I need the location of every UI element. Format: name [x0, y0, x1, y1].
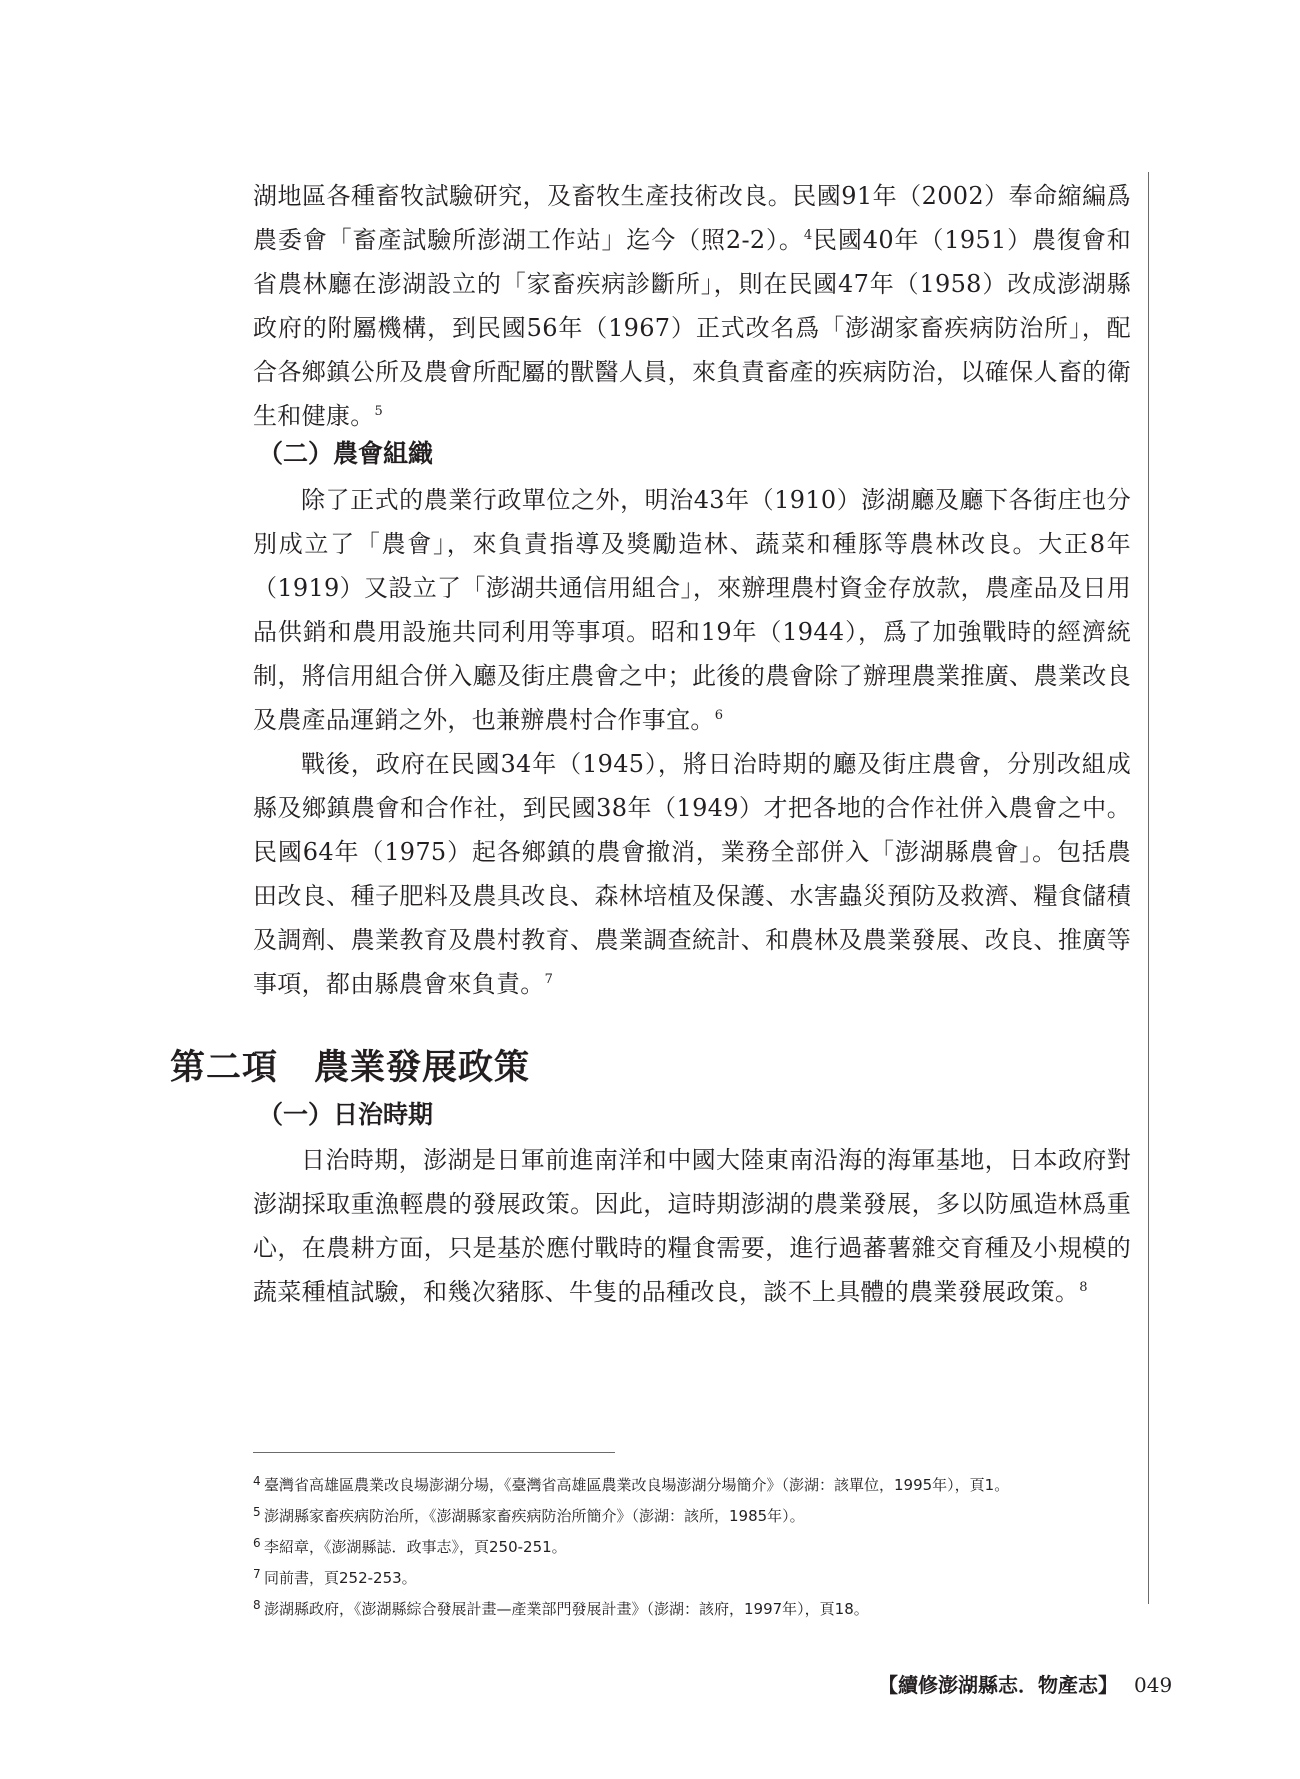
page-number: 049	[1134, 1673, 1173, 1697]
text-line: 改成澎湖縣政府的附屬機構，到民國56年（1967）正式改名爲「澎湖家畜疾	[253, 270, 1132, 342]
text-line: 民國40年（1951）農	[812, 226, 1057, 254]
opening-paragraph	[253, 174, 1131, 438]
running-footer	[878, 1670, 1172, 1700]
footnote-text: 李紹章，《澎湖縣誌．政事志》，頁250-251。	[264, 1538, 567, 1556]
section-heading	[170, 1045, 530, 1091]
paragraph-continued	[253, 174, 1131, 438]
section-number: 第二項	[170, 1047, 279, 1088]
paragraph-text: 除了正式的農業行政單位之外，明治43年（1910）澎湖廳及廳下各街庄也分別成立了「農會」，來負責指導及獎勵造林、蔬菜和種豚等農林改良。大正8年（1919）又設立了「澎湖共通信用組合」，來辦理農村資金存放款，農產品及日用品供銷和農用設施共同利用等事項。昭和19年（1944），爲了加強戰時的經濟統制，將信用組合併入廳及街庄農會之中；此後的農會除了辦理農業推廣、農業改良及農產品運銷之外，也兼辦農村合作事宜。	[253, 486, 1131, 734]
footnote-ref-5: 5	[374, 404, 384, 419]
text-line: 病防治所」，配合各鄉鎮公所及農會所配屬的獸醫人員，來負責畜產的疾病防	[253, 314, 1131, 386]
footnote-text: 澎湖縣政府，《澎湖縣綜合發展計畫—產業部門發展計畫》（澎湖：該府，1997年），頁18。	[264, 1600, 869, 1618]
footnote-divider	[253, 1452, 615, 1453]
text-line: 治，以確保人畜的衛生和健康。	[253, 358, 1131, 430]
footnote-item	[253, 1468, 1133, 1499]
footnote-item	[253, 1499, 1133, 1530]
footnote-ref-6: 6	[714, 708, 724, 723]
footnote-text: 同前書，頁252-253。	[264, 1569, 417, 1587]
footnote-item	[253, 1592, 1133, 1623]
section-title: 農業發展政策	[314, 1047, 531, 1088]
farmers-association-body	[253, 478, 1131, 1006]
text-line: 湖地區各種畜牧試驗研究，及畜牧生產技術改良。民國91年（2002）奉命縮	[253, 182, 1083, 210]
footnotes	[253, 1468, 1133, 1623]
footnote-ref-7: 7	[544, 972, 554, 987]
footnote-number: 6	[253, 1536, 261, 1550]
subheading-japanese-era: （一）日治時期	[258, 1100, 434, 1129]
paragraph-farmers-association	[253, 478, 1131, 742]
footnote-item	[253, 1561, 1133, 1592]
footnote-text: 澎湖縣家畜疾病防治所，《澎湖縣家畜疾病防治所簡介》（澎湖：該所，1985年）。	[264, 1507, 805, 1525]
text-line: 編爲農委會「畜產試驗所澎湖工作站」迄今（照2-2）。	[253, 182, 1131, 254]
footnote-item	[253, 1530, 1133, 1561]
footnote-ref-4: 4	[803, 228, 813, 243]
footnote-number: 4	[253, 1474, 261, 1488]
footnote-number: 8	[253, 1598, 261, 1612]
book-title: 【續修澎湖縣志．物產志】	[878, 1673, 1118, 1697]
subheading-farmers-association: （二）農會組織	[258, 439, 434, 468]
paragraph-japanese-era	[253, 1138, 1131, 1314]
footnote-number: 5	[253, 1505, 261, 1519]
paragraph-postwar	[253, 742, 1131, 1006]
paragraph-text: 戰後，政府在民國34年（1945），將日治時期的廳及街庄農會，分別改組成縣及鄉鎮農會和合作社，到民國38年（1949）才把各地的合作社併入農會之中。民國64年（1975）起各鄉鎮的農會撤消，業務全部併入「澎湖縣農會」。包括農田改良、種子肥料及農具改良、森林培植及保護、水害蟲災預防及救濟、糧食儲積及調劑、農業教育及農村教育、農業調查統計、和農林及農業發展、改良、推廣等事項，都由縣農會來負責。	[253, 750, 1131, 998]
footnote-ref-8: 8	[1079, 1280, 1088, 1295]
footnote-text: 臺灣省高雄區農業改良場澎湖分場，《臺灣省高雄區農業改良場澎湖分場簡介》（澎湖：該單位，1995年），頁1。	[264, 1476, 1010, 1494]
footnote-number: 7	[253, 1567, 261, 1581]
text-line: 復會和省農林廳在澎湖設立的「家畜疾病診斷所」，則在民國47年（1958）	[253, 226, 1131, 298]
paragraph-text: 日治時期，澎湖是日軍前進南洋和中國大陸東南沿海的海軍基地，日本政府對澎湖採取重漁輕農的發展政策。因此，這時期澎湖的農業發展，多以防風造林爲重心，在農耕方面，只是基於應付戰時的糧食需要，進行過蕃薯雜交育種及小規模的蔬菜種植試驗，和幾次豬豚、牛隻的品種改良，談不上具體的農業發展政策。	[253, 1146, 1131, 1306]
japanese-era-body	[253, 1138, 1131, 1314]
page-margin-rule	[1148, 172, 1149, 1604]
